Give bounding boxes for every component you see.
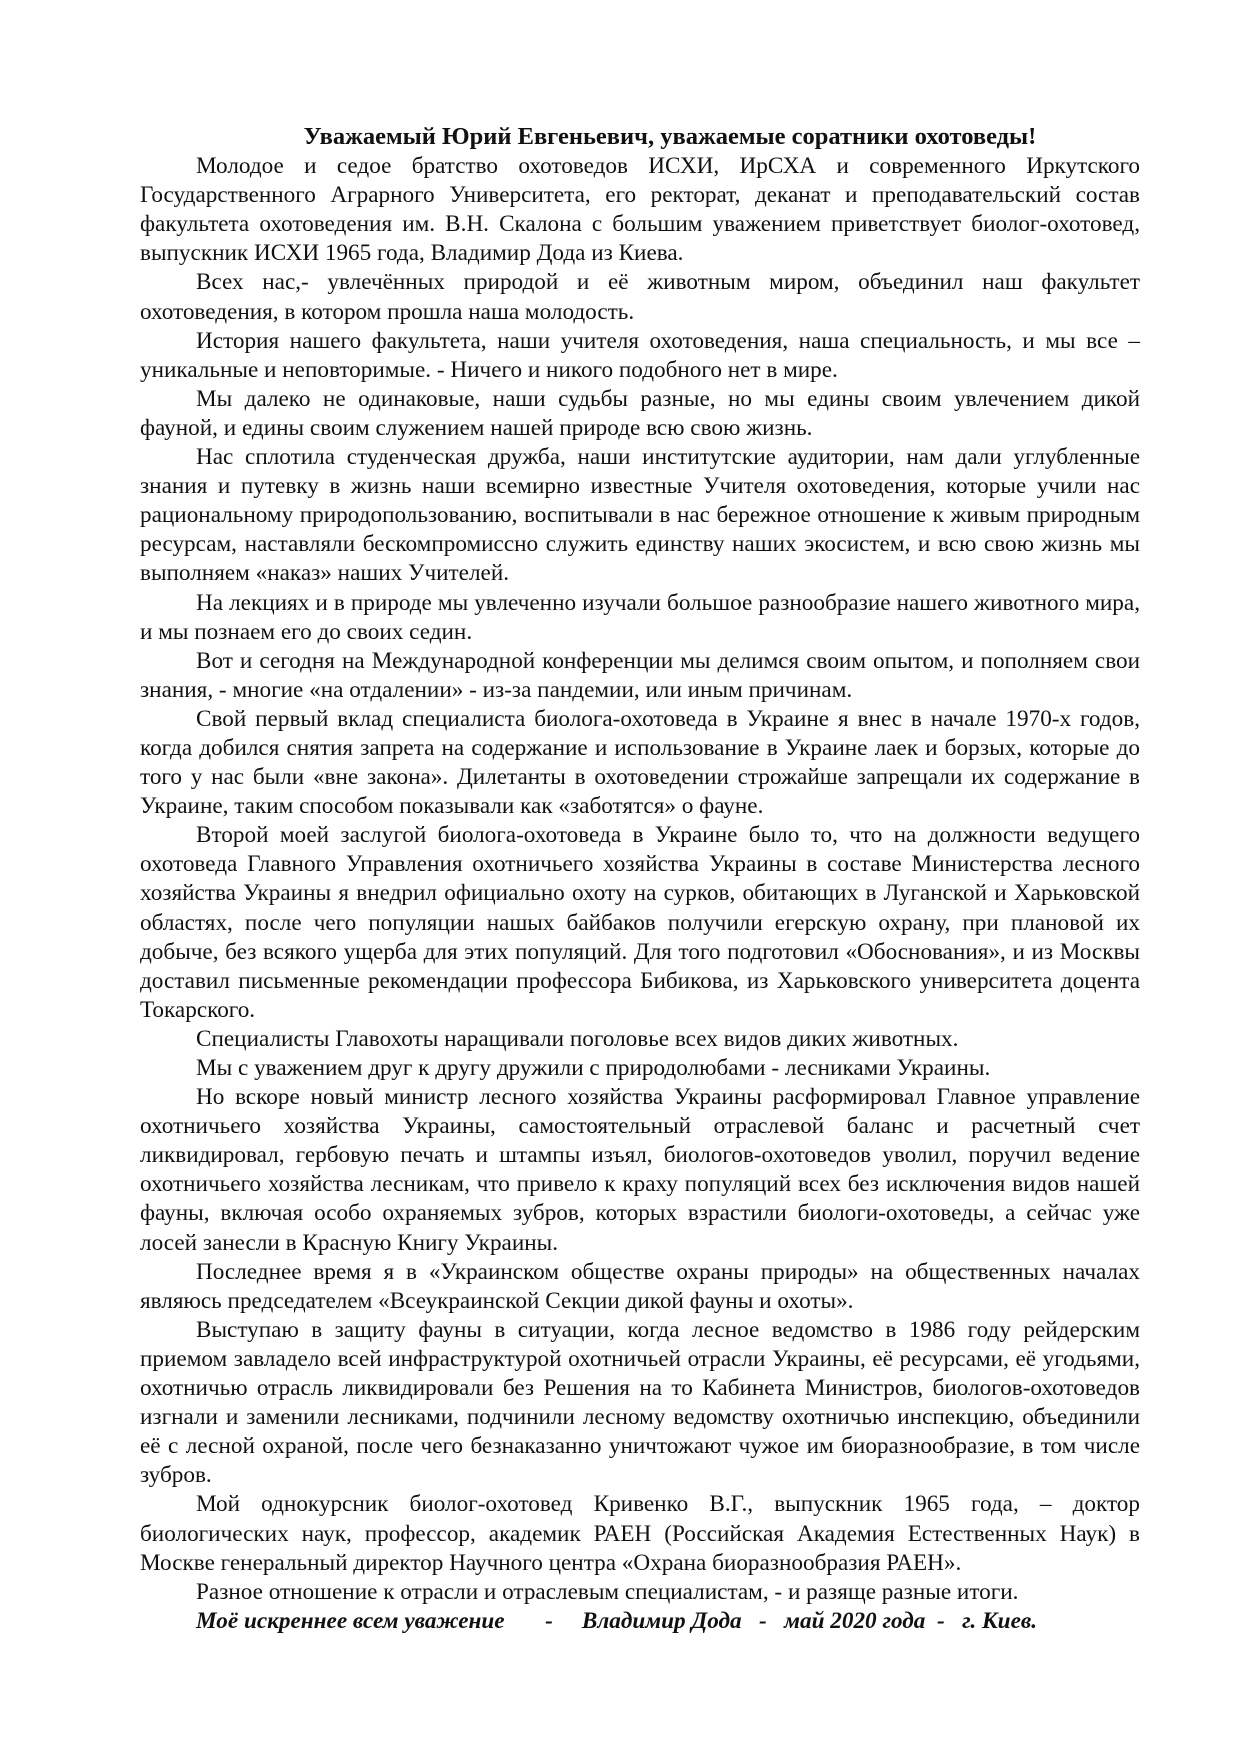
paragraph-friendship: Нас сплотила студенческая дружба, наши институтские аудитории, нам дали углубленные знания и путевку в жизнь наши всемирно известные Учителя охотоведения, которые учили нас рациональному природопользованию, воспитывали в нас бережное отношение к живым природным ресурсам, наставляли бескомпромиссно служить единству наших экосистем, и всю свою жизнь мы выполняем «наказ» наших Учителей. (140, 444, 1140, 587)
paragraph-faculty: Всех нас,- увлечённых природой и её животным миром, объединил наш факультет охотоведения, в котором прошла наша молодость. (140, 269, 1140, 325)
paragraph-conference: Вот и сегодня на Международной конференции мы делимся своим опытом, и пополняем свои знания, - многие «на отдалении» - из-за пандемии, или иным причинам. (140, 647, 1140, 703)
paragraph-first-contribution: Свой первый вклад специалиста биолога-охотоведа в Украине я внес в начале 1970-х годов, когда добился снятия запрета на содержание и использование в Украине лаек и борзых, которые до того у нас были «вне закона». Дилетанты в охотоведении строжайше запрещали их содержание в Украине, таким способом показывали как «заботятся» о фауне. (140, 705, 1140, 820)
paragraph-society: Последнее время я в «Украинском обществе охраны природы» на общественных началах являюсь председателем «Всеукраинской Секции дикой фауны и охоты». (140, 1258, 1140, 1314)
paragraph-outcomes: Разное отношение к отрасли и отраслевым специалистам, - и разяще разные итоги. (196, 1578, 1019, 1605)
letter-title: Уважаемый Юрий Евгеньевич, уважаемые соратники охотоведы! (303, 123, 1037, 150)
paragraph-unity: Мы далеко не одинаковые, наши судьбы разные, но мы едины своим увлечением дикой фауной, и едины своим служением нашей природе всю свою жизнь. (140, 385, 1140, 441)
letter-page (140, 122, 1140, 1636)
paragraph-new-minister: Но вскоре новый министр лесного хозяйства Украины расформировал Главное управление охотничьего хозяйства Украины, самостоятельный отраслевой баланс и расчетный счет ликвидировал, гербовую печать и штампы изъял, биологов-охотоведов уволил, поручил ведение охотничьего хозяйства лесникам, что привело к краху популяций всех без исключения видов нашей фауны, включая особо охраняемых зубров, которых взрастили биологи-охотоведы, а сейчас уже лосей занесли в Красную Книгу Украины. (140, 1084, 1140, 1256)
paragraph-glavokhota: Специалисты Главохоты наращивали поголовье всех видов диких животных. (196, 1025, 959, 1052)
paragraph-second-contribution: Второй моей заслугой биолога-охотоведа в Украине было то, что на должности ведущего охотоведа Главного Управления охотничьего хозяйства Украины в составе Министерства лесного хозяйства Украины я внедрил официально охоту на сурков, обитающих в Луганской и Харьковской областях, после чего популяции нашых байбаков получили егерскую охрану, при плановой их добыче, без всякого ущерба для этих популяций. Для того подготовил «Обоснования», и из Москвы доставил письменные рекомендации профессора Бибикова, из Харьковского университета доцента Токарского. (140, 822, 1140, 1023)
paragraph-foresters: Мы с уважением друг к другу дружили с природолюбами - лесниками Украины. (196, 1055, 991, 1081)
paragraph-history: История нашего факультета, наши учителя охотоведения, наша специальность, и мы все – уникальные и неповторимые. - Ничего и никого подобного нет в мире. (140, 327, 1140, 383)
signature-line: Моё искреннее всем уважение - Владимир Дода - май 2020 года - г. Киев. (196, 1607, 1038, 1634)
paragraph-greeting: Молодое и седое братство охотоведов ИСХИ, ИрСХА и современного Иркутского Государственного Аграрного Университета, его ректорат, деканат и преподавательский состав факультета охотоведения им. В.Н. Скалона с большим уважением приветствует биолог-охотовед, выпускник ИСХИ 1965 года, Владимир Дода из Киева. (140, 153, 1140, 267)
paragraph-lectures: На лекциях и в природе мы увлеченно изучали большое разнообразие нашего животного мира, и мы познаем его до своих седин. (140, 589, 1140, 645)
paragraph-defense: Выступаю в защиту фауны в ситуации, когда лесное ведомство в 1986 году рейдерским приемом завладело всей инфраструктурой охотничьей отрасли Украины, её ресурсами, её угодьями, охотничью отрасль ликвидировали без Решения на то Кабинета Министров, биологов-охотоведов изгнали и заменили лесниками, подчинили лесному ведомству охотничью инспекцию, объединили её с лесной охраной, после чего безнаказанно уничтожают чужое им биоразнообразие, в том числе зубров. (140, 1316, 1140, 1489)
paragraph-classmate: Мой однокурсник биолог-охотовед Кривенко В.Г., выпускник 1965 года, – доктор биологических наук, профессор, академик РАЕН (Российская Академия Естественных Наук) в Москве генеральный директор Научного центра «Охрана биоразнообразия РАЕН». (140, 1491, 1140, 1576)
